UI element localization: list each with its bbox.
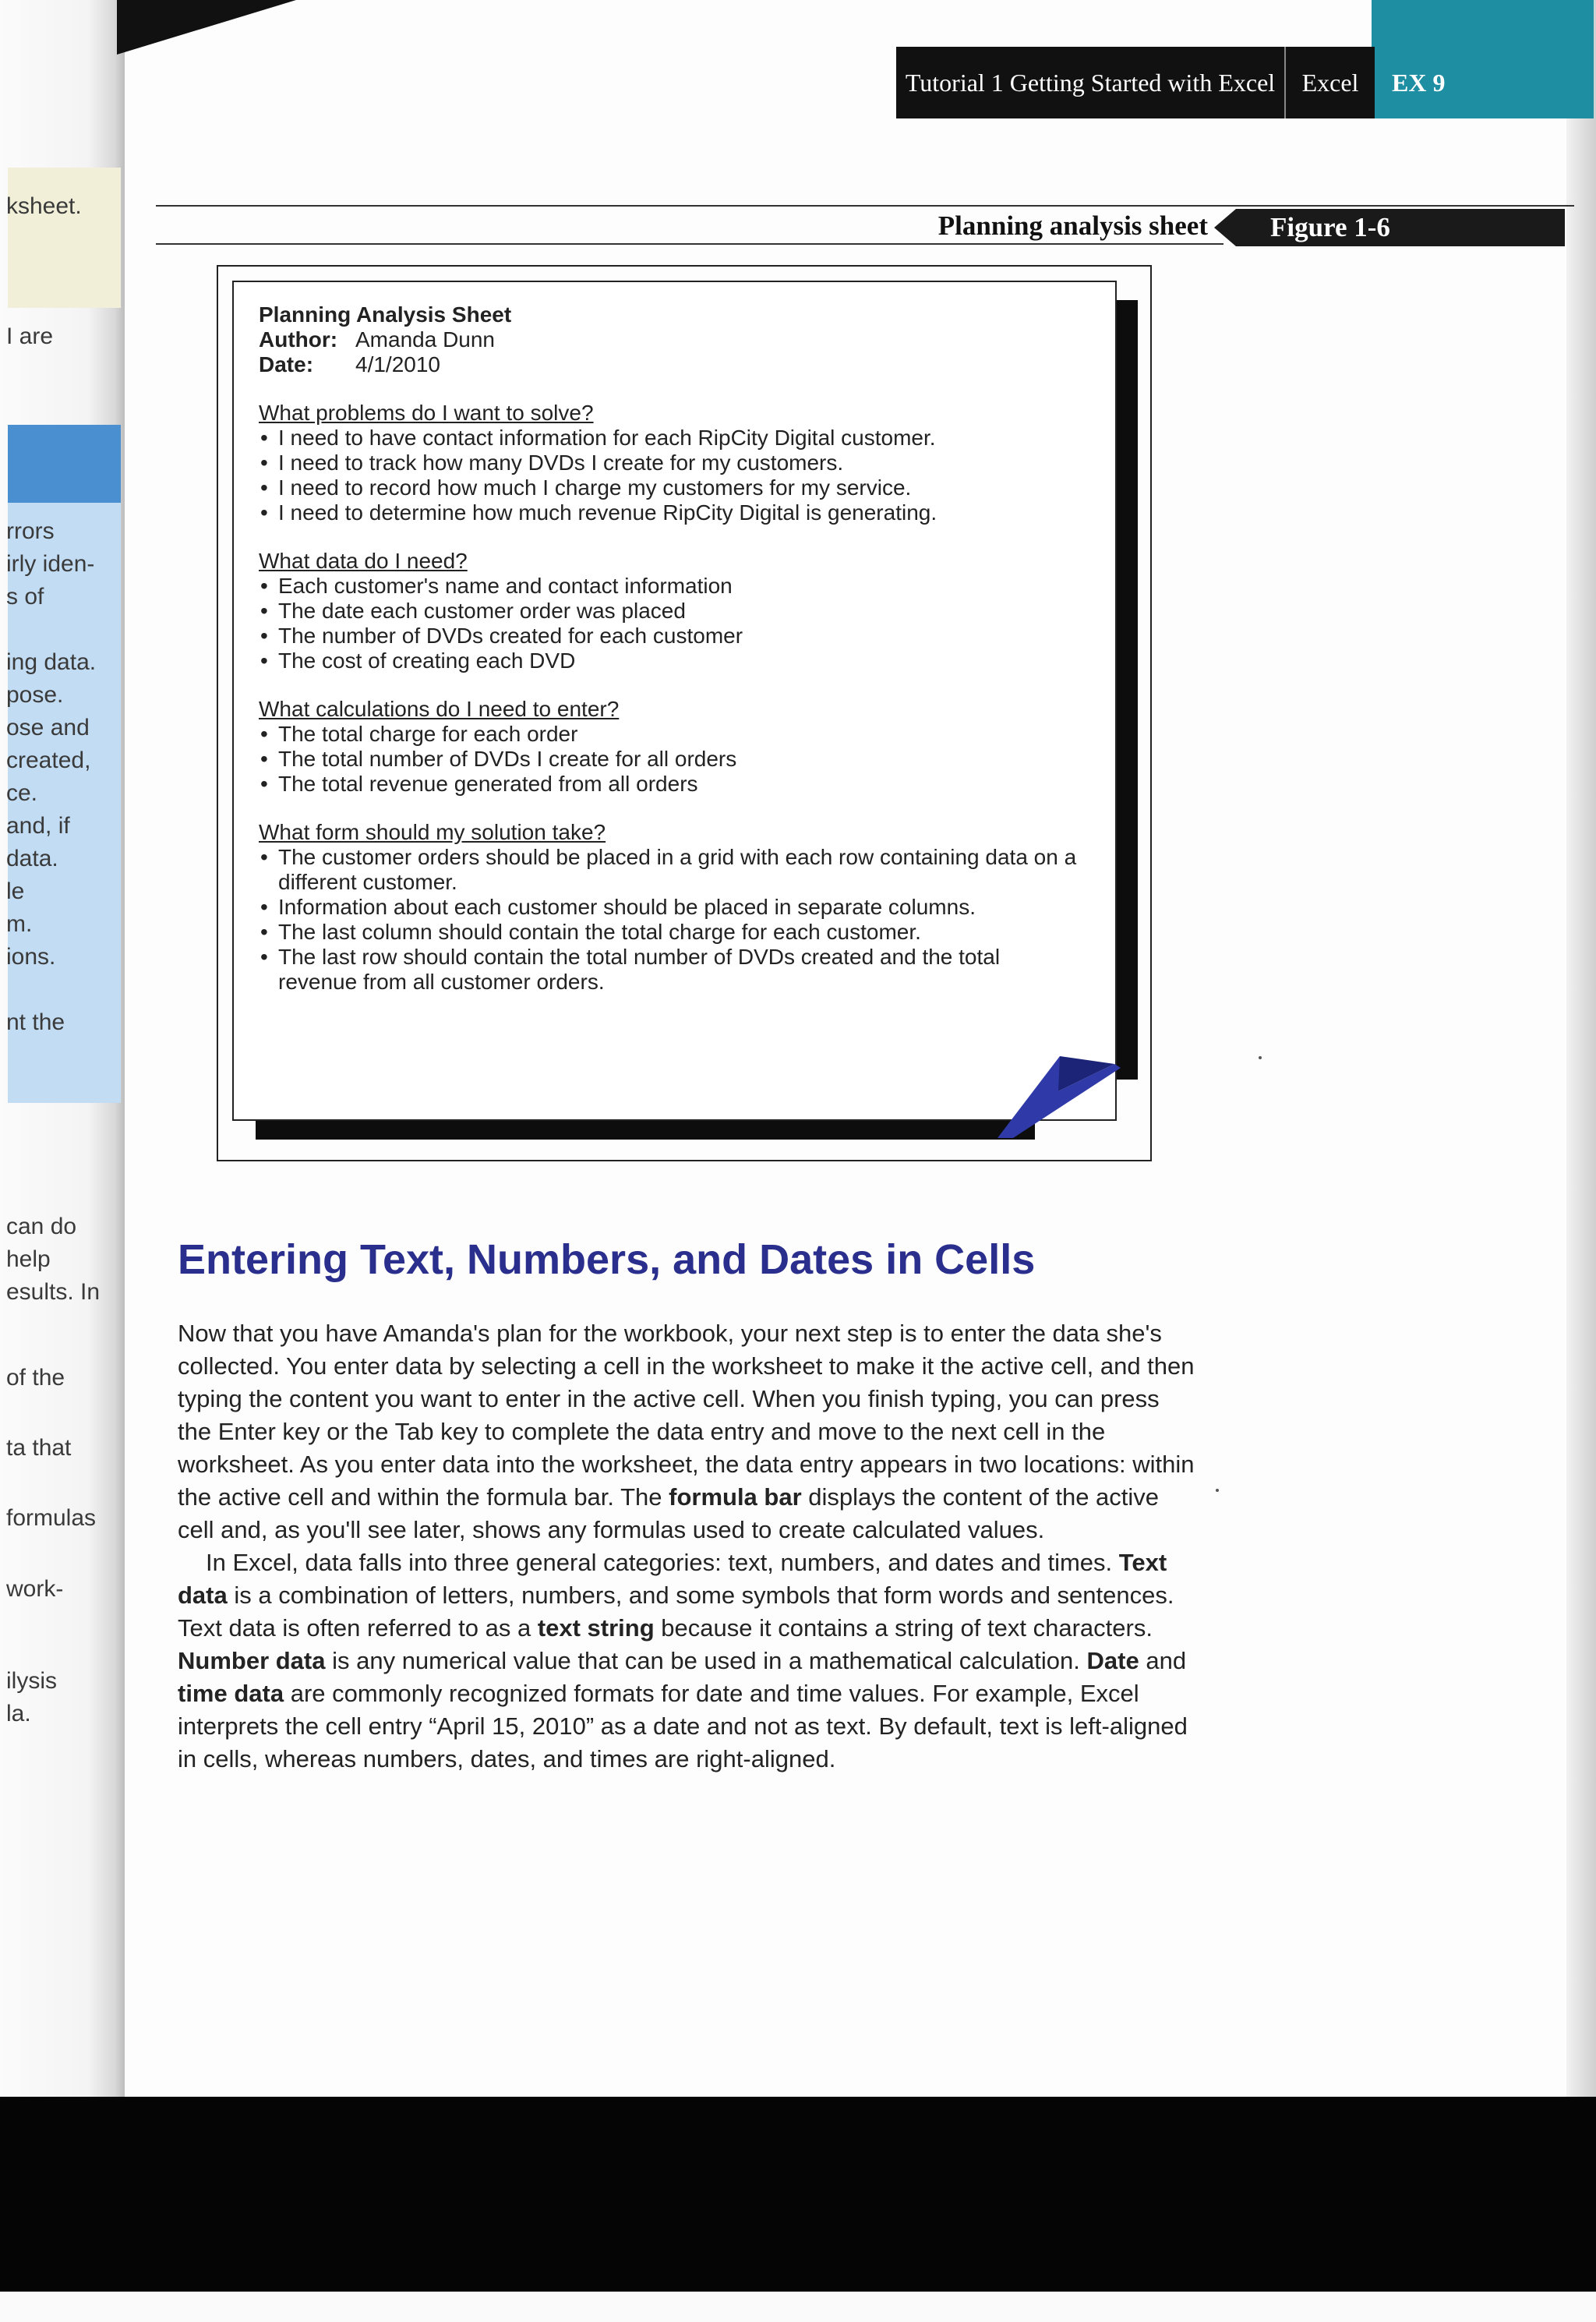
- left-page-fragment: rrors: [6, 518, 55, 544]
- list-item: • I need to record how much I charge my customers for my service.: [259, 475, 1085, 500]
- text-run: displays the content of the active cell and, as you'll see later, shows any formulas used to create calculated values.: [178, 1483, 1160, 1543]
- left-page-fragment: and, if: [6, 813, 70, 839]
- text-run: and: [1139, 1647, 1187, 1674]
- section-question: What calculations do I need to enter?: [259, 697, 620, 721]
- sheet-title: Planning Analysis Sheet: [259, 302, 512, 327]
- key-term: text string: [537, 1614, 655, 1642]
- left-page-fragment: ilysis: [6, 1668, 57, 1694]
- key-term: Number data: [178, 1647, 326, 1674]
- paragraph: [178, 1546, 1199, 1776]
- list-item: • The customer orders should be placed in a grid with each row containing data on a different customer.: [259, 845, 1085, 895]
- left-page-fragment: ksheet.: [6, 193, 82, 219]
- bullet-list: [259, 426, 1085, 525]
- list-item: • The cost of creating each DVD: [259, 649, 1085, 673]
- section-heading: Entering Text, Numbers, and Dates in Cells: [178, 1236, 1036, 1283]
- list-item: • I need to track how many DVDs I create for my customers.: [259, 451, 1085, 475]
- page-curl-icon: [966, 1013, 1146, 1146]
- left-page-fragment: la.: [6, 1701, 31, 1726]
- key-term: time data: [178, 1680, 284, 1707]
- section-calculations: [259, 697, 1085, 797]
- scan-speck: [1216, 1489, 1219, 1492]
- date-row: [259, 352, 1085, 377]
- text-run: are commonly recognized formats for date and time values. For example, Excel interprets the cell entry “April 15, 2010” as a date and not as text. By default, text is left-aligned in cells, whereas numbers, dates, and times are right-aligned.: [178, 1680, 1188, 1772]
- scan-speck: [1259, 1056, 1262, 1059]
- author-value: Amanda Dunn: [355, 327, 496, 352]
- scan-bottom-edge: [0, 2292, 1596, 2322]
- left-page-fragment: data.: [6, 846, 58, 871]
- left-page-fragment: can do: [6, 1214, 77, 1239]
- list-item: • The last row should contain the total number of DVDs created and the total revenue from all customer orders.: [259, 945, 1085, 995]
- figure-label: Figure 1-6: [1270, 212, 1390, 242]
- left-page-fragment: ose and: [6, 715, 90, 740]
- list-item: • Information about each customer should be placed in separate columns.: [259, 895, 1085, 920]
- list-item: • Each customer's name and contact information: [259, 574, 1085, 599]
- left-page-fragment: le: [6, 878, 25, 904]
- date-value: 4/1/2010: [355, 352, 440, 376]
- list-item: • The total revenue generated from all orders: [259, 772, 1085, 797]
- left-page-yellow-band: [8, 168, 121, 308]
- list-item: • The number of DVDs created for each customer: [259, 624, 1085, 649]
- caption-rule: [156, 243, 1223, 245]
- bullet-list: [259, 574, 1085, 673]
- left-page-fragment: s of: [6, 584, 44, 610]
- key-term: Date: [1086, 1647, 1139, 1674]
- left-page-fragment: ce.: [6, 780, 38, 806]
- left-page-blue-box: [8, 425, 121, 503]
- left-page-fragment: nt the: [6, 1009, 65, 1035]
- left-page-fragment: of the: [6, 1365, 65, 1391]
- left-page-fragment: created,: [6, 747, 91, 773]
- paragraph: [178, 1317, 1199, 1546]
- text-run: is any numerical value that can be used in a mathematical calculation.: [325, 1647, 1087, 1674]
- list-item: • The total number of DVDs I create for all orders: [259, 747, 1085, 772]
- left-page-fragment: irly iden-: [6, 551, 95, 577]
- left-page-fragment: ta that: [6, 1435, 72, 1461]
- section-question: What problems do I want to solve?: [259, 401, 594, 425]
- list-item: • The total charge for each order: [259, 722, 1085, 747]
- planning-sheet-content: [259, 302, 1085, 995]
- author-row: [259, 327, 1085, 352]
- list-item: • I need to determine how much revenue RipCity Digital is generating.: [259, 500, 1085, 525]
- section-question: What data do I need?: [259, 549, 468, 573]
- author-label: Author:: [259, 327, 338, 352]
- body-text: [178, 1317, 1199, 1776]
- left-page-fragment: I are: [6, 323, 54, 349]
- page-edge-shadow: [1566, 0, 1596, 2097]
- left-page-fragment: ing data.: [6, 649, 97, 675]
- figure-drop-shadow: [256, 1119, 1035, 1140]
- list-item: • The date each customer order was placed: [259, 599, 1085, 624]
- text-run: Now that you have Amanda's plan for the workbook, your next step is to enter the data she's collected. You enter data by selecting a cell in the worksheet to make it the active cell, and then typing the content you want to enter in the active cell. When you finish typing, you can press the Enter key or the Tab key to complete the data entry and move to the next cell in the worksheet. As you enter data into the worksheet, the data entry appears in two locations: within the active cell and within the formula bar. The: [178, 1320, 1195, 1511]
- bullet-list: [259, 845, 1085, 995]
- bullet-list: [259, 722, 1085, 797]
- left-page-fragment: help: [6, 1246, 51, 1272]
- figure-drop-shadow: [1114, 300, 1138, 1080]
- text-run: because it contains a string of text characters.: [654, 1614, 1153, 1642]
- header-app-label: Excel: [1286, 47, 1375, 118]
- left-page-fragment: ions.: [6, 944, 56, 970]
- left-page: [0, 0, 125, 2097]
- left-page-fragment: m.: [6, 911, 33, 937]
- list-item: • I need to have contact information for each RipCity Digital customer.: [259, 426, 1085, 451]
- caption-rule: [156, 205, 1574, 207]
- date-label: Date:: [259, 352, 314, 376]
- section-question: What form should my solution take?: [259, 820, 606, 844]
- left-page-fragment: pose.: [6, 682, 64, 708]
- text-run: is a combination of letters, numbers, and some symbols that form words and sentences. Text data is often referred to as a: [178, 1582, 1174, 1642]
- scan-bottom-shadow: [0, 2097, 1596, 2322]
- key-term: formula bar: [669, 1483, 802, 1511]
- running-header: [896, 47, 1594, 118]
- key-term: Text data: [178, 1549, 1167, 1609]
- header-tutorial-label: Tutorial 1 Getting Started with Excel: [896, 47, 1286, 118]
- section-data: [259, 549, 1085, 673]
- scan-corner-shadow: [117, 0, 296, 55]
- header-teal-tab: [1372, 0, 1594, 47]
- text-run: In Excel, data falls into three general categories: text, numbers, and dates and times.: [206, 1549, 1119, 1576]
- left-page-fragment: work-: [6, 1576, 64, 1602]
- figure-caption: Planning analysis sheet: [937, 210, 1208, 241]
- section-problems: [259, 401, 1085, 525]
- left-page-fragment: esults. In: [6, 1279, 101, 1305]
- list-item: • The last column should contain the total charge for each customer.: [259, 920, 1085, 945]
- left-page-fragment: formulas: [6, 1505, 97, 1531]
- header-page-number: EX 9: [1375, 47, 1594, 118]
- section-solution-form: [259, 820, 1085, 995]
